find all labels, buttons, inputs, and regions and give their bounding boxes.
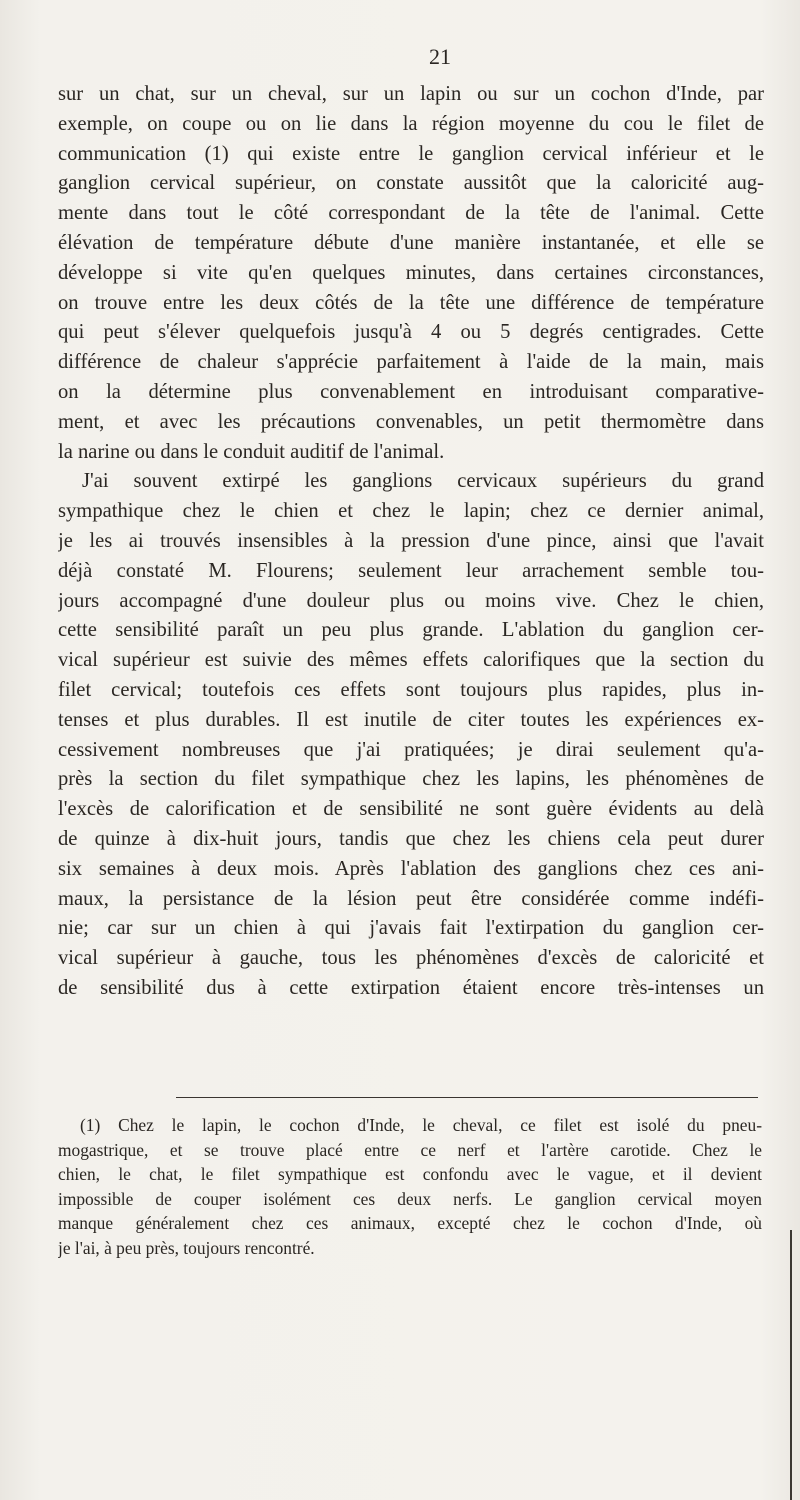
body-line: J'ai souvent extirpé les ganglions cervicaux supérieurs du grand — [82, 470, 764, 493]
body-line: vical supérieur est suivie des mêmes effets calorifiques que la section du — [58, 649, 764, 672]
body-line: qui peut s'élever quelquefois jusqu'à 4 ou 5 degrés centigrades. Cette — [58, 321, 764, 344]
body-line: sur un chat, sur un cheval, sur un lapin ou sur un cochon d'Inde, par — [58, 83, 764, 105]
body-line: près la section du filet sympathique chez les lapins, les phénomènes de — [58, 768, 764, 791]
footnote-separator — [176, 1097, 758, 1098]
body-line: mente dans tout le côté correspondant de la tête de l'animal. Cette — [58, 202, 764, 225]
footnote-line: manque généralement chez ces animaux, excepté chez le cochon d'Inde, où — [58, 1213, 762, 1233]
body-text — [58, 80, 764, 1004]
body-line: communication (1) qui existe entre le ganglion cervical inférieur et le — [58, 142, 764, 165]
footnote-line: je l'ai, à peu près, toujours rencontré. — [58, 1237, 315, 1258]
body-line: tenses et plus durables. Il est inutile de citer toutes les expériences ex- — [58, 708, 764, 731]
body-line: on trouve entre les deux côtés de la tête une différence de température — [58, 291, 764, 314]
body-line: ment, et avec les précautions convenables, un petit thermomètre dans — [58, 410, 764, 433]
page-edge-shadow — [790, 1230, 792, 1500]
body-line: de sensibilité dus à cette extirpation étaient encore très-intenses un — [58, 976, 764, 999]
body-line: cessivement nombreuses que j'ai pratiquées; je dirai seulement qu'a- — [58, 738, 764, 761]
body-line: l'excès de calorification et de sensibilité ne sont guère évidents au delà — [58, 798, 764, 821]
footnote-line: impossible de couper isolément ces deux nerfs. Le ganglion cervical moyen — [58, 1188, 762, 1209]
body-line: sympathique chez le chien et chez le lapin; chez ce dernier animal, — [58, 500, 764, 523]
footnote-line: mogastrique, et se trouve placé entre ce nerf et l'artère carotide. Chez le — [58, 1139, 762, 1160]
body-line: je les ai trouvés insensibles à la pression d'une pince, ainsi que l'avait — [58, 529, 764, 552]
body-line: cette sensibilité paraît un peu plus grande. L'ablation du ganglion cer- — [58, 619, 764, 642]
footnote-line: (1) Chez le lapin, le cochon d'Inde, le cheval, ce filet est isolé du pneu- — [80, 1115, 762, 1135]
body-line: développe si vite qu'en quelques minutes, dans certaines circonstances, — [58, 261, 764, 284]
body-line: de quinze à dix-huit jours, tandis que chez les chiens cela peut durer — [58, 827, 764, 850]
body-line: vical supérieur à gauche, tous les phénomènes d'excès de caloricité et — [58, 947, 764, 970]
body-line: filet cervical; toutefois ces effets sont toujours plus rapides, plus in- — [58, 678, 764, 701]
body-line: la narine ou dans le conduit auditif de l'animal. — [58, 440, 445, 463]
body-line: exemple, on coupe ou on lie dans la région moyenne du cou le filet de — [58, 112, 764, 135]
body-line: jours accompagné d'une douleur plus ou moins vive. Chez le chien, — [58, 589, 764, 612]
body-line: ganglion cervical supérieur, on constate aussitôt que la caloricité aug- — [58, 172, 764, 195]
body-line: on la détermine plus convenablement en introduisant comparative- — [58, 380, 764, 403]
body-line: élévation de température débute d'une manière instantanée, et elle se — [58, 231, 764, 254]
body-line: maux, la persistance de la lésion peut être considérée comme indéfi- — [58, 887, 764, 910]
footnote — [58, 1113, 762, 1260]
page-number: 21 — [429, 44, 451, 69]
body-line: déjà constaté M. Flourens; seulement leur arrachement semble tou- — [58, 559, 764, 582]
footnote-line: chien, le chat, le filet sympathique est confondu avec le vague, et il devient — [58, 1164, 762, 1184]
body-line: différence de chaleur s'apprécie parfaitement à l'aide de la main, mais — [58, 351, 764, 374]
body-line: six semaines à deux mois. Après l'ablation des ganglions chez ces ani- — [58, 857, 764, 880]
body-line: nie; car sur un chien à qui j'avais fait l'extirpation du ganglion cer- — [58, 917, 764, 940]
